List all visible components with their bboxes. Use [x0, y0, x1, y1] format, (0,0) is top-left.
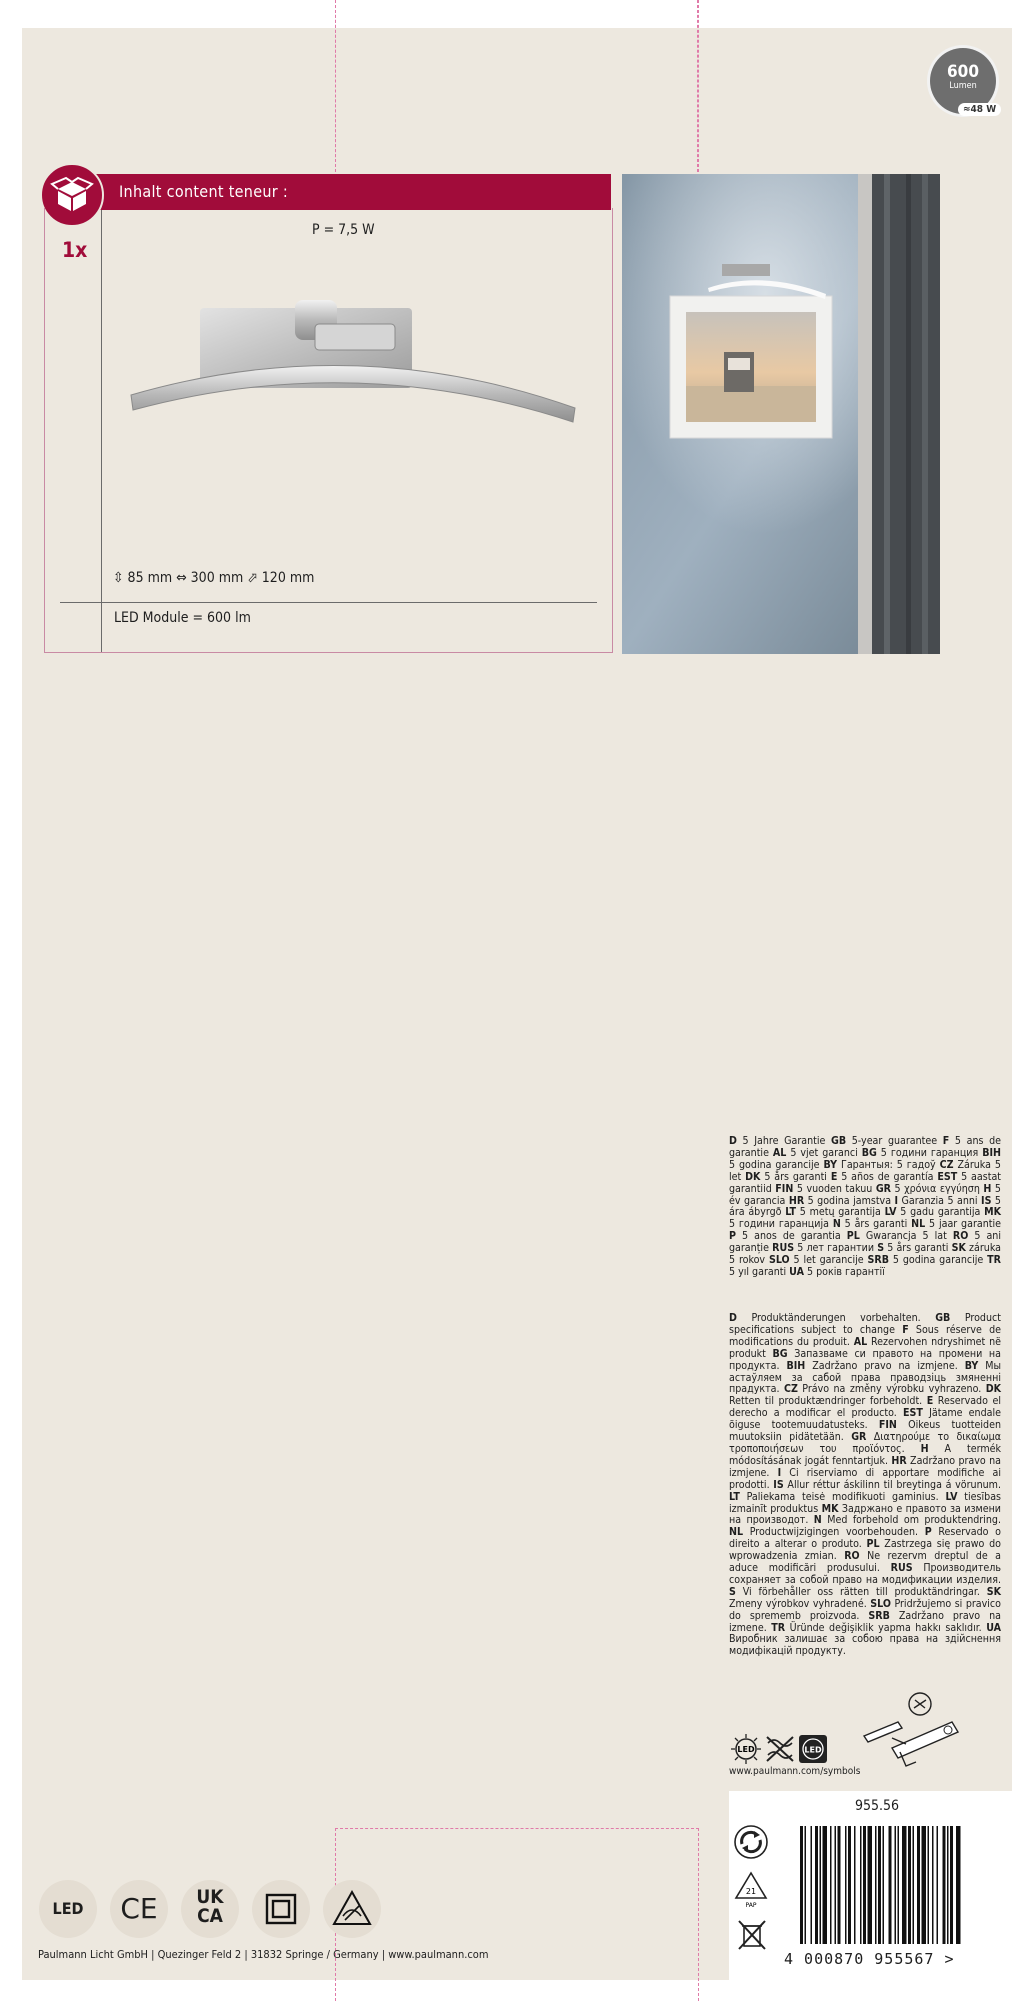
ce-mark-label: CE	[120, 1892, 158, 1925]
led-icon	[730, 1733, 762, 1765]
no-led-exchange-icon	[764, 1735, 796, 1763]
class-ii-icon	[252, 1880, 310, 1938]
mounting-diagram-icon	[862, 1692, 962, 1772]
ukca-mark	[181, 1880, 239, 1938]
dieline	[335, 1828, 699, 2001]
led-module-icon	[798, 1734, 828, 1764]
triman-icon	[733, 1870, 769, 1910]
ean-digits: 4 000870 955567 >	[784, 1950, 955, 1968]
dieline	[335, 0, 699, 172]
recycle-icon	[733, 1824, 769, 1860]
recycle-material: PAP	[745, 1902, 757, 1909]
content-header	[80, 174, 611, 210]
ukca-bottom: CA	[197, 1905, 223, 1927]
divider	[60, 602, 597, 603]
ce-mark	[110, 1880, 168, 1938]
lumen-value: 600	[947, 62, 979, 82]
lifestyle-photo	[622, 174, 940, 654]
led-module-label: LED Module = 600 lm	[114, 610, 251, 626]
symbols-link[interactable]: www.paulmann.com/symbols	[729, 1766, 861, 1777]
ukca-top: UK	[196, 1886, 224, 1908]
article-number: 955.56	[855, 1798, 900, 1814]
ean-barcode	[796, 1826, 996, 1948]
recycle-code: 21	[745, 1887, 757, 1896]
svg-text:LED: LED	[804, 1745, 822, 1755]
weee-bin-icon	[736, 1918, 768, 1952]
led-cert-label: LED	[52, 1899, 84, 1918]
changes-text	[729, 1313, 1001, 1658]
company-footer: Paulmann Licht GmbH | Quezinger Feld 2 | 31832 Springe / Germany | www.paulmann.com	[38, 1948, 489, 1961]
divider	[101, 210, 102, 652]
svg-text:LED: LED	[737, 1745, 755, 1754]
led-cert	[39, 1880, 97, 1938]
content-header-label: Inhalt content teneur :	[119, 182, 289, 201]
changes-text-body: D Produktänderungen vorbehalten. GB Product specifications subject to change F Sous réserve de modifications du produit. AL Rezervohen ndryshimet në produkt BG Запазваме си правото на промени на продукта. BIH Zadržano pravo na izmjene. BY Мы астаўляем за сабой права праводзіць змяненні прадукта. CZ Právo na změny výrobku vyhrazeno. DK Retten til produktændringer forbeholdt. E Reservado el derecho a modificar el producto. EST Jätame endale õiguse tootemuudatusteks. FIN Oikeus tuotteiden muutoksiin pidätetään. GR Διατηρούμε το δικαίωμα τροποποιήσεων του προϊόντος. H A termék módosításának jogát fenntartjuk. HR Zadržano pravo na izmjene. I Ci riserviamo di apportare modifiche ai prodotti. IS Allur réttur áskilinn til breytinga á vörunum. LT Paliekama teisė modifikuoti gaminius. LV tiesības izmainīt produktus MK Задржано е правото за измени на производот. N Med forbehold om produktendring. NL Productwijzigingen voorbehouden. P Reservado o direito a alterar o produto. PL Zastrzega się prawo do wprowadzenia zmian. RO Ne rezervm dreptul de a aduce modificări produsului. RUS Производитель сохраняет за собой право на модификации изделия. S Vi förbehåller oss rätten till produktändringar. SK Zmeny výrobkov vyhradené. SLO Pridržujemo si pravico do sprememb proizvoda. SRB Zadržano pravo na izmene. TR Üründe değişiklik yapma hakkı saklıdır. UA Виробник залишає за собою права на здійснення модифікацій продукту.	[729, 1312, 1002, 1658]
power-rating: P = 7,5 W	[312, 222, 375, 238]
quantity: 1x	[62, 238, 88, 262]
lumen-unit: Lumen	[949, 81, 977, 91]
warranty-text	[729, 1136, 1001, 1279]
dimensions: ⇳ 85 mm ⇔ 300 mm ⬀ 120 mm	[113, 570, 315, 586]
warranty-text-body: D 5 Jahre Garantie GB 5-year guarantee F 5 ans de garantie AL 5 vjet garanci BG 5 години гаранция BIH 5 godina garancije BY Гарантыя: 5 гадоў CZ Záruka 5 let DK 5 års garanti E 5 años de garantía EST 5 aastat garantiid FIN 5 vuoden takuu GR 5 χρόνια εγγύηση H 5 év garancia HR 5 godina jamstva I Garanzia 5 anni IS 5 ára ábyrgð LT 5 metų garantija LV 5 gadu garantija MK 5 години гаранција N 5 års garanti NL 5 jaar garantie P 5 anos de garantia PL Gwarancja 5 lat RO 5 ani garanție RUS 5 лет гарантии S 5 års garanti SK záruka 5 rokov SLO 5 let garancije SRB 5 godina garancije TR 5 yıl garanti UA 5 років гарантії	[729, 1135, 1002, 1278]
product-image	[125, 290, 585, 440]
watt-equivalent: ≈48 W	[958, 103, 1001, 116]
fire-warning-icon	[323, 1880, 381, 1938]
